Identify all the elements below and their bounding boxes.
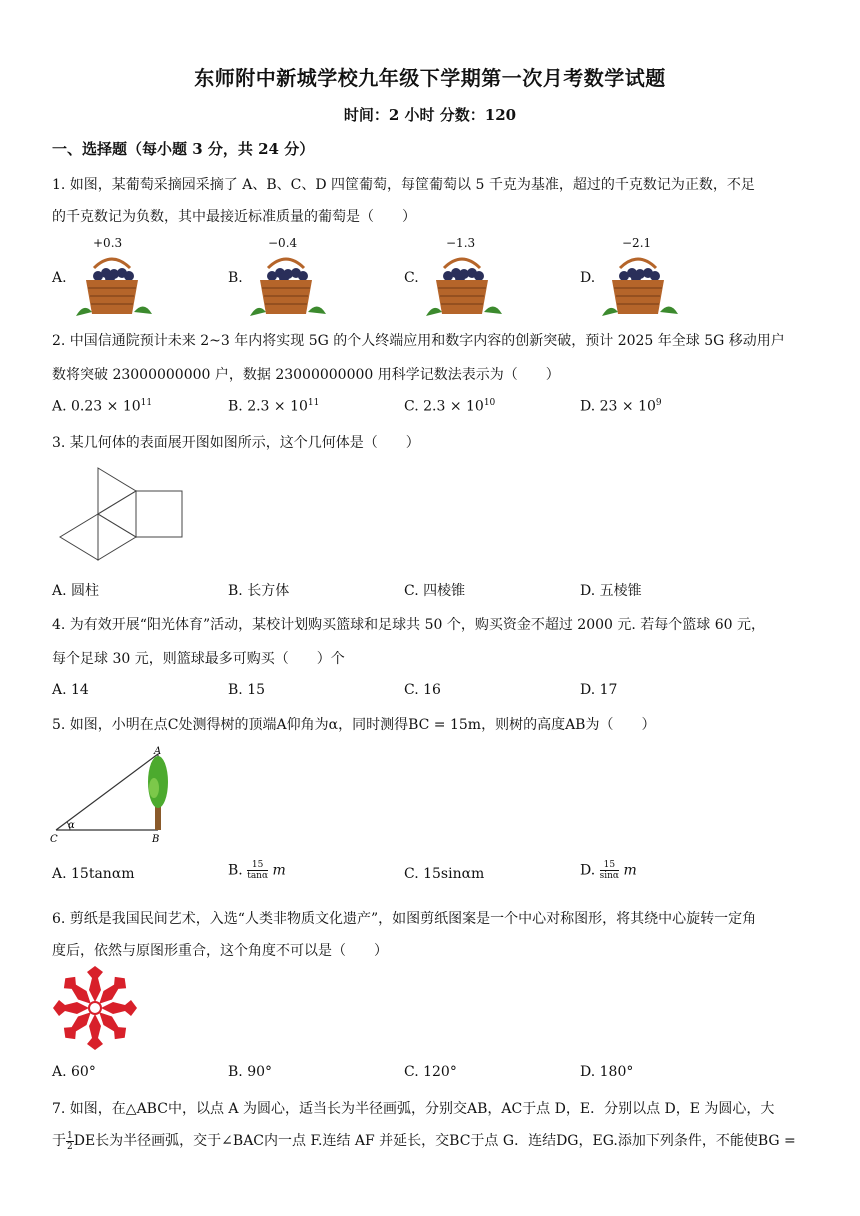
papercut-image [50, 966, 140, 1050]
papercut-petal [53, 1000, 89, 1016]
page-title: 东师附中新城学校九年级下学期第一次月考数学试题 [194, 66, 666, 90]
label-c: C [50, 834, 58, 845]
q4-stem-line2: 每个足球 30 元，则篮球最多可购买（ ）个 [52, 651, 345, 667]
q4-option-c: C. 16 [404, 682, 441, 698]
q1-stem-line2: 的千克数记为负数，其中最接近标准质量的葡萄是（ ） [52, 209, 416, 225]
q1-option-d-weight: −2.1 [622, 236, 652, 250]
q6-stem-line1: 6. 剪纸是我国民间艺术，入选“人类非物质文化遗产”，如图剪纸图案是一个中心对称图形，将其绕中心旋转一定角 [52, 911, 757, 927]
q7-stem-line2: 于 $\frac{1}{2}$ DE长为半径画弧，交于∠BAC内一点 F.连结 AF 并延长，交BC于点 G．连结DG，EG.添加下列条件，不能使BG = [52, 1130, 796, 1152]
q2-option-c: C. $2.3 \times 10^{10}$ [404, 398, 496, 415]
label-b: B [152, 834, 160, 845]
q4-stem-line1: 4. 为有效开展“阳光体育”活动，某校计划购买篮球和足球共 50 个，购买资金不超过 2000 元. 若每个篮球 60 元， [52, 617, 765, 633]
q3-option-c: C. 四棱锥 [404, 583, 466, 599]
label-a: A [154, 746, 162, 757]
q6-option-a: A. 60° [52, 1064, 96, 1080]
q1-option-a-weight: +0.3 [93, 236, 123, 250]
q3-option-d: D. 五棱锥 [580, 583, 642, 599]
q2-stem-line2: 数将突破 23000000000 户，数据 23000000000 用科学记数法表示为（ ） [52, 367, 560, 383]
exam-info: 时间：2 小时 分数：120 [343, 106, 517, 124]
q1-option-c-weight: −1.3 [446, 236, 476, 250]
q5-option-c: C. 15sinαm [404, 866, 485, 882]
q5-option-d: D. $\frac{15}{\sin\alpha}$ m [580, 860, 637, 881]
q3-option-b: B. 长方体 [228, 583, 290, 599]
q3-option-a: A. 圆柱 [52, 583, 100, 599]
q2-stem-line1: 2. 中国信通院预计未来 2~3 年内将实现 5G 的个人终端应用和数字内容的创新突破，预计 2025 年全球 5G 移动用户 [52, 333, 785, 349]
section-heading: 一、选择题（每小题 3 分，共 24 分） [52, 140, 315, 158]
q6-option-c: C. 120° [404, 1064, 457, 1080]
q1-option-a-letter: A. [52, 270, 67, 286]
q2-option-a: A. $0.23 \times 10^{11}$ [52, 398, 153, 415]
grape-basket-image [422, 254, 506, 318]
papercut-petal [87, 1014, 103, 1050]
q6-option-b: B. 90° [228, 1064, 273, 1080]
q1-stem-line1: 1. 如图，某葡萄采摘园采摘了 A、B、C、D 四筐葡萄，每筐葡萄以 5 千克为基准，超过的千克数记为正数，不足 [52, 177, 755, 193]
q5-option-b: B. $\frac{15}{\tan\alpha}$ m [228, 860, 286, 881]
q4-option-d: D. 17 [580, 682, 618, 698]
q5-option-a: A. 15tanαm [52, 866, 135, 882]
q7-stem-line1: 7. 如图，在△ABC中，以点 A 为圆心，适当长为半径画弧，分别交AB，AC于点 D，E．分别以点 D，E 为圆心，大 [52, 1101, 775, 1117]
q2-option-b: B. $2.3 \times 10^{11}$ [228, 398, 320, 415]
net-diagram [52, 462, 192, 564]
q1-option-b-weight: −0.4 [268, 236, 298, 250]
tree-angle-diagram [50, 744, 180, 848]
grape-basket-image [598, 254, 682, 318]
q2-option-d: D. $23 \times 10^9$ [580, 398, 662, 415]
label-alpha: α [68, 820, 75, 831]
grape-basket-image [246, 254, 330, 318]
q1-option-c-letter: C. [404, 270, 419, 286]
q3-stem: 3. 某几何体的表面展开图如图所示，这个几何体是（ ） [52, 435, 420, 451]
q6-option-d: D. 180° [580, 1064, 634, 1080]
grape-basket-image [72, 254, 156, 318]
papercut-petal [101, 1000, 137, 1016]
q5-stem: 5. 如图，小明在点C处测得树的顶端A仰角为α，同时测得BC = 15m，则树的高度AB为（ ） [52, 717, 656, 733]
q4-option-b: B. 15 [228, 682, 266, 698]
q4-option-a: A. 14 [52, 682, 89, 698]
papercut-petal [87, 966, 103, 1002]
q6-stem-line2: 度后，依然与原图形重合，这个角度不可以是（ ） [52, 943, 388, 959]
q1-option-d-letter: D. [580, 270, 596, 286]
q1-option-b-letter: B. [228, 270, 243, 286]
